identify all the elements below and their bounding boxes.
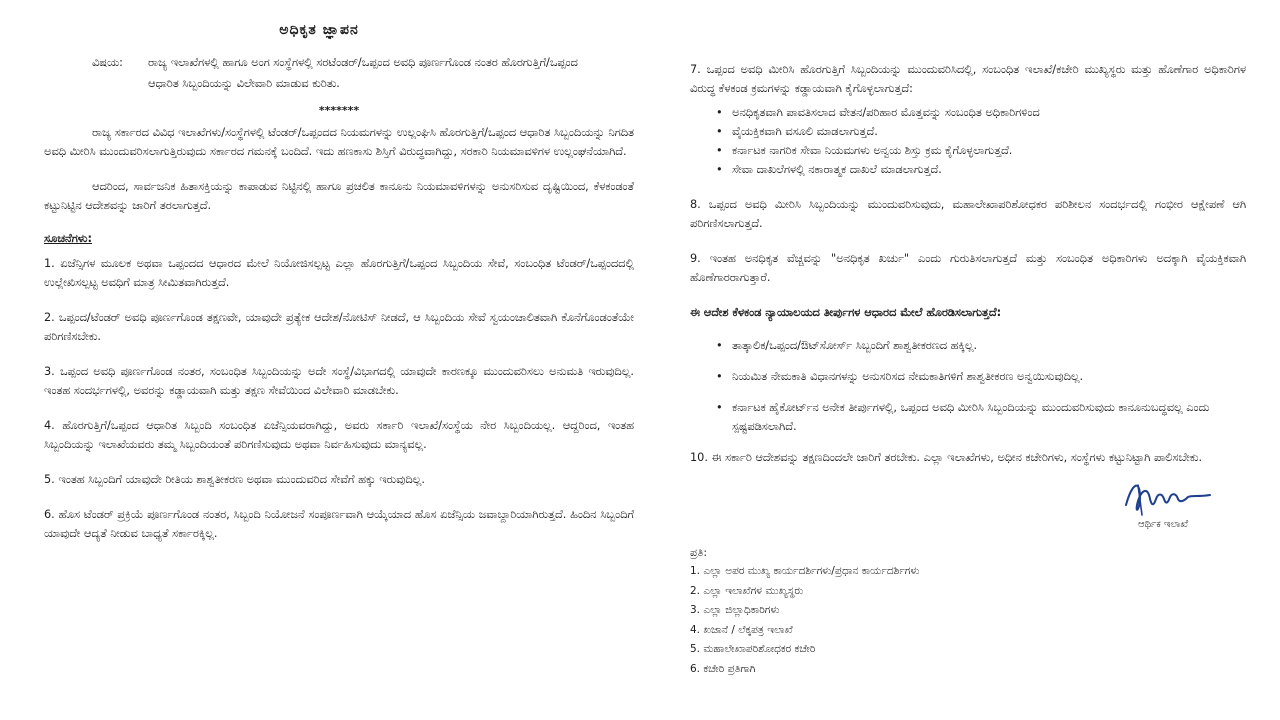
copy-to-list bbox=[690, 562, 1246, 680]
signature-block bbox=[690, 475, 1246, 533]
copy-to-item: 6. ಕಚೇರಿ ಪ್ರತಿಗಾಗಿ bbox=[690, 662, 756, 675]
court-heading: ಈ ಆದೇಶ ಕೆಳಕಂಡ ನ್ಯಾಯಾಲಯದ ತೀರ್ಪುಗಳ ಆಧಾರದ ಮೇಲೆ ಹೊರಡಿಸಲಾಗುತ್ತದೆ: bbox=[690, 306, 1002, 319]
copy-to-item: 3. ಎಲ್ಲಾ ಜಿಲ್ಲಾಧಿಕಾರಿಗಳು bbox=[690, 604, 780, 617]
left-column bbox=[44, 0, 634, 720]
court-point: • ಕರ್ನಾಟಕ ಹೈಕೋರ್ಟ್‌ನ ಅನೇಕ ತೀರ್ಪುಗಳಲ್ಲಿ, ಒಪ್ಪಂದ ಅವಧಿ ಮೀರಿಸಿ ಸಿಬ್ಬಂದಿಯನ್ನು ಮುಂದುವರಿಸುವುದು ಕಾನೂನುಬದ್ಧವಲ್ಲ ಎಂದು ಸ್ಪಷ್ಟಪಡಿಸಲಾಗಿದೆ. bbox=[716, 398, 1246, 436]
action-item: • ಅನಧಿಕೃತವಾಗಿ ಪಾವತಿಸಲಾದ ವೇತನ/ಪರಿಹಾರ ಮೊತ್ತವನ್ನು ಸಂಬಂಧಿತ ಅಧಿಕಾರಿಗಳಿಂದ bbox=[716, 103, 1246, 122]
court-points-list bbox=[716, 336, 1246, 436]
instruction-item-7: 7. ಒಪ್ಪಂದ ಅವಧಿ ಮೀರಿಸಿ ಹೊರಗುತ್ತಿಗೆ ಸಿಬ್ಬಂದಿಯನ್ನು ಮುಂದುವರಿಸಿದಲ್ಲಿ, ಸಂಬಂಧಿತ ಇಲಾಖೆ/ಕಚೇರಿ ಮುಖ್ಯಸ್ಥರು ಮತ್ತು ಹೊಣೆಗಾರ ಅಧಿಕಾರಿಗಳ ವಿರುದ್ಧ ಕೆಳಕಂಡ ಕ್ರಮಗಳನ್ನು ಕಡ್ಡಾಯವಾಗಿ ಕೈಗೊಳ್ಳಲಾಗುತ್ತದೆ: bbox=[690, 63, 1246, 95]
instruction-item-6: 6. ಹೊಸ ಟೆಂಡರ್ ಪ್ರಕ್ರಿಯೆ ಪೂರ್ಣಗೊಂಡ ನಂತರ, ಸಿಬ್ಬಂದಿ ನಿಯೋಜನೆ ಸಂಪೂರ್ಣವಾಗಿ ಆಯ್ಕೆಯಾದ ಹೊಸ ಏಜೆನ್ಸಿಯ ಜವಾಬ್ದಾರಿಯಾಗಿರುತ್ತದೆ. ಹಿಂದಿನ ಸಿಬ್ಬಂದಿಗೆ ಯಾವುದೇ ಆದ್ಯತೆ ನೀಡುವ ಬಾಧ್ಯತೆ ಸರ್ಕಾರಕ್ಕಿಲ್ಲ. bbox=[44, 508, 634, 540]
subject-label: ವಿಷಯ: bbox=[92, 56, 123, 69]
copy-to-item: 4. ಖಜಾನೆ / ಲೆಕ್ಕಪತ್ರ ಇಲಾಖೆ bbox=[690, 623, 793, 636]
action-item: • ಸೇವಾ ದಾಖಲೆಗಳಲ್ಲಿ ನಕಾರಾತ್ಮಕ ದಾಖಲೆ ಮಾಡಲಾಗುತ್ತದೆ. bbox=[716, 160, 1246, 179]
instruction-item-10: 10. ಈ ಸರ್ಕಾರಿ ಆದೇಶವನ್ನು ತಕ್ಷಣದಿಂದಲೇ ಜಾರಿಗೆ ತರಬೇಕು. ಎಲ್ಲಾ ಇಲಾಖೆಗಳು, ಅಧೀನ ಕಚೇರಿಗಳು, ಸಂಸ್ಥೆಗಳು ಕಟ್ಟುನಿಟ್ಟಾಗಿ ಪಾಲಿಸಬೇಕು. bbox=[690, 451, 1203, 464]
action-list bbox=[716, 103, 1246, 179]
subject-block bbox=[92, 52, 634, 94]
instruction-item-3: 3. ಒಪ್ಪಂದ ಅವಧಿ ಪೂರ್ಣಗೊಂಡ ನಂತರ, ಸಂಬಂಧಿತ ಸಿಬ್ಬಂದಿಯನ್ನು ಅದೇ ಸಂಸ್ಥೆ/ವಿಭಾಗದಲ್ಲಿ ಯಾವುದೇ ಕಾರಣಕ್ಕೂ ಮುಂದುವರಿಸಲು ಅನುಮತಿ ಇರುವುದಿಲ್ಲ. ಇಂತಹ ಸಂದರ್ಭಗಳಲ್ಲಿ, ಅವರನ್ನು ಕಡ್ಡಾಯವಾಗಿ ಮತ್ತು ತಕ್ಷಣ ಸೇವೆಯಿಂದ ವಿಲೇವಾರಿ ಮಾಡಬೇಕು. bbox=[44, 365, 634, 397]
subject-text: ರಾಜ್ಯ ಇಲಾಖೆಗಳಲ್ಲಿ ಹಾಗೂ ಅಂಗ ಸಂಸ್ಥೆಗಳಲ್ಲಿ ಸರಟೆಂಡರ್/ಒಪ್ಪಂದ ಅವಧಿ ಪೂರ್ಣಗೊಂಡ ನಂತರ ಹೊರಗುತ್ತಿಗೆ/ಒಪ್ಪಂದ ಆಧಾರಿತ ಸಿಬ್ಬಂದಿಯನ್ನು ವಿಲೇವಾರಿ ಮಾಡುವ ಕುರಿತು. bbox=[148, 56, 578, 90]
instructions-heading: ಸೂಚನೆಗಳು: bbox=[44, 232, 93, 245]
instruction-item-4: 4. ಹೊರಗುತ್ತಿಗೆ/ಒಪ್ಪಂದ ಆಧಾರಿತ ಸಿಬ್ಬಂದಿ ಸಂಬಂಧಿತ ಏಜೆನ್ಸಿಯವರಾಗಿದ್ದು, ಅವರು ಸರ್ಕಾರಿ ಇಲಾಖೆ/ಸಂಸ್ಥೆಯ ನೇರ ಸಿಬ್ಬಂದಿಯಲ್ಲ. ಆದ್ದರಿಂದ, ಇಂತಹ ಸಿಬ್ಬಂದಿಯನ್ನು ಇಲಾಖೆಯವರು ತಮ್ಮ ಸಿಬ್ಬಂದಿಯಂತೆ ಪರಿಗಣಿಸುವುದು ಅಥವಾ ನಿರ್ವಹಿಸುವುದು ಮಾನ್ಯವಲ್ಲ. bbox=[44, 419, 634, 451]
instruction-item-8: 8. ಒಪ್ಪಂದ ಅವಧಿ ಮೀರಿಸಿ ಸಿಬ್ಬಂದಿಯನ್ನು ಮುಂದುವರಿಸುವುದು, ಮಹಾಲೇಖಾಪರಿಶೋಧಕರ ಪರಿಶೀಲನ ಸಂದರ್ಭದಲ್ಲಿ ಗಂಭೀರ ಆಕ್ಷೇಪಣೆ ಆಗಿ ಪರಿಗಣಿಸಲಾಗುತ್ತದೆ. bbox=[690, 198, 1246, 230]
copy-to-item: 1. ಎಲ್ಲಾ ಅಪರ ಮುಖ್ಯ ಕಾರ್ಯದರ್ಶಿಗಳು/ಪ್ರಧಾನ ಕಾರ್ಯದರ್ಶಿಗಳು bbox=[690, 565, 920, 577]
action-item: • ಕರ್ನಾಟಕ ನಾಗರಿಕ ಸೇವಾ ನಿಯಮಗಳು ಅನ್ವಯ ಶಿಸ್ತು ಕ್ರಮ ಕೈಗೊಳ್ಳಲಾಗುತ್ತದೆ. bbox=[716, 141, 1246, 160]
court-point: • ನಿಯಮಿತ ನೇಮಕಾತಿ ವಿಧಾನಗಳನ್ನು ಅನುಸರಿಸದ ನೇಮಕಾತಿಗಳಿಗೆ ಶಾಶ್ವತೀಕರಣ ಅನ್ವಯಿಸುವುದಿಲ್ಲ. bbox=[716, 367, 1246, 386]
instruction-item-2: 2. ಒಪ್ಪಂದ/ಟೆಂಡರ್ ಅವಧಿ ಪೂರ್ಣಗೊಂಡ ತಕ್ಷಣವೇ, ಯಾವುದೇ ಪ್ರತ್ಯೇಕ ಆದೇಶ/ನೋಟಿಸ್ ನೀಡದೆ, ಆ ಸಿಬ್ಬಂದಿಯ ಸೇವೆ ಸ್ವಯಂಚಾಲಿತವಾಗಿ ಕೊನೆಗೊಂಡಂತೆಯೇ ಪರಿಗಣಿಸಬೇಕು. bbox=[44, 311, 634, 343]
document-title: ಅಧಿಕೃತ ಜ್ಞಾಪನ bbox=[279, 22, 359, 38]
signature-image bbox=[1118, 475, 1218, 521]
right-column bbox=[690, 0, 1246, 720]
copy-to-item: 2. ಎಲ್ಲಾ ಇಲಾಖೆಗಳ ಮುಖ್ಯಸ್ಥರು bbox=[690, 584, 804, 597]
action-item: • ವೈಯಕ್ತಿಕವಾಗಿ ವಸೂಲಿ ಮಾಡಲಾಗುತ್ತದೆ. bbox=[716, 122, 1246, 141]
instruction-item-9: 9. ಇಂತಹ ಅನಧಿಕೃತ ವೆಚ್ಚವನ್ನು "ಅನಧಿಕೃತ ಖರ್ಚು" ಎಂದು ಗುರುತಿಸಲಾಗುತ್ತದೆ ಮತ್ತು ಸಂಬಂಧಿತ ಅಧಿಕಾರಿಗಳು ಅದಕ್ಕಾಗಿ ವೈಯಕ್ತಿಕವಾಗಿ ಹೊಣೆಗಾರರಾಗುತ್ತಾರೆ. bbox=[690, 252, 1246, 284]
paragraph-order: ಆದರಿಂದ, ಸಾರ್ವಜನಿಕ ಹಿತಾಸಕ್ತಿಯನ್ನು ಕಾಪಾಡುವ ನಿಟ್ಟಿನಲ್ಲಿ ಹಾಗೂ ಪ್ರಚಲಿತ ಕಾನೂನು ನಿಯಮಾವಳಿಗಳನ್ನು ಅನುಸರಿಸುವ ದೃಷ್ಟಿಯಿಂದ, ಕೆಳಕಂಡಂತೆ ಕಟ್ಟುನಿಟ್ಟಿನ ಆದೇಶವನ್ನು ಜಾರಿಗೆ ತರಲಾಗುತ್ತದೆ. bbox=[44, 180, 634, 212]
signatory-name: ಆರ್ಥಿಕ ಇಲಾಖೆ bbox=[1138, 519, 1189, 530]
paragraph-intro: ರಾಜ್ಯ ಸರ್ಕಾರದ ವಿವಿಧ ಇಲಾಖೆಗಳು/ಸಂಸ್ಥೆಗಳಲ್ಲಿ ಟೆಂಡರ್/ಒಪ್ಪಂದದ ನಿಯಮಗಳನ್ನು ಉಲ್ಲಂಘಿಸಿ ಹೊರಗುತ್ತಿಗೆ/ಒಪ್ಪಂದ ಆಧಾರಿತ ಸಿಬ್ಬಂದಿಯನ್ನು ನಿಗದಿತ ಅವಧಿ ಮೀರಿಸಿ ಮುಂದುವರಿಸಲಾಗುತ್ತಿರುವುದು ಸರ್ಕಾರದ ಗಮನಕ್ಕೆ ಬಂದಿದೆ. ಇದು ಹಣಕಾಸು ಶಿಸ್ತಿಗೆ ವಿರುದ್ಧವಾಗಿದ್ದು, ಸರಕಾರಿ ನಿಯಮಾವಳಿಗಳ ಉಲ್ಲಂಘನೆಯಾಗಿದೆ. bbox=[44, 126, 634, 158]
instruction-item-5: 5. ಇಂತಹ ಸಿಬ್ಬಂದಿಗೆ ಯಾವುದೇ ರೀತಿಯ ಶಾಶ್ವತೀಕರಣ ಅಥವಾ ಮುಂದುವರಿದ ಸೇವೆಗೆ ಹಕ್ಕು ಇರುವುದಿಲ್ಲ. bbox=[44, 473, 425, 486]
copy-to-label: ಪ್ರತಿ: bbox=[690, 546, 708, 559]
separator: ******* bbox=[318, 104, 360, 117]
copy-to-item: 5. ಮಹಾಲೇಖಾಪರಿಶೋಧಕರ ಕಚೇರಿ bbox=[690, 643, 816, 656]
court-point: • ತಾತ್ಕಾಲಿಕ/ಒಪ್ಪಂದ/ಔಟ್‌ಸೋರ್ಸ್ ಸಿಬ್ಬಂದಿಗೆ ಶಾಶ್ವತೀಕರಣದ ಹಕ್ಕಿಲ್ಲ. bbox=[716, 336, 1246, 355]
instruction-item-1: 1. ಏಜೆನ್ಸಿಗಳ ಮೂಲಕ ಅಥವಾ ಒಪ್ಪಂದದ ಆಧಾರದ ಮೇಲೆ ನಿಯೋಜಿಸಲ್ಪಟ್ಟ ಎಲ್ಲಾ ಹೊರಗುತ್ತಿಗೆ/ಒಪ್ಪಂದ ಸಿಬ್ಬಂದಿಯ ಸೇವೆ, ಸಂಬಂಧಿತ ಟೆಂಡರ್/ಒಪ್ಪಂದದಲ್ಲಿ ಉಲ್ಲೇಖಿಸಲ್ಪಟ್ಟ ಅವಧಿಗೆ ಮಾತ್ರ ಸೀಮಿತವಾಗಿರುತ್ತದೆ. bbox=[44, 257, 634, 289]
